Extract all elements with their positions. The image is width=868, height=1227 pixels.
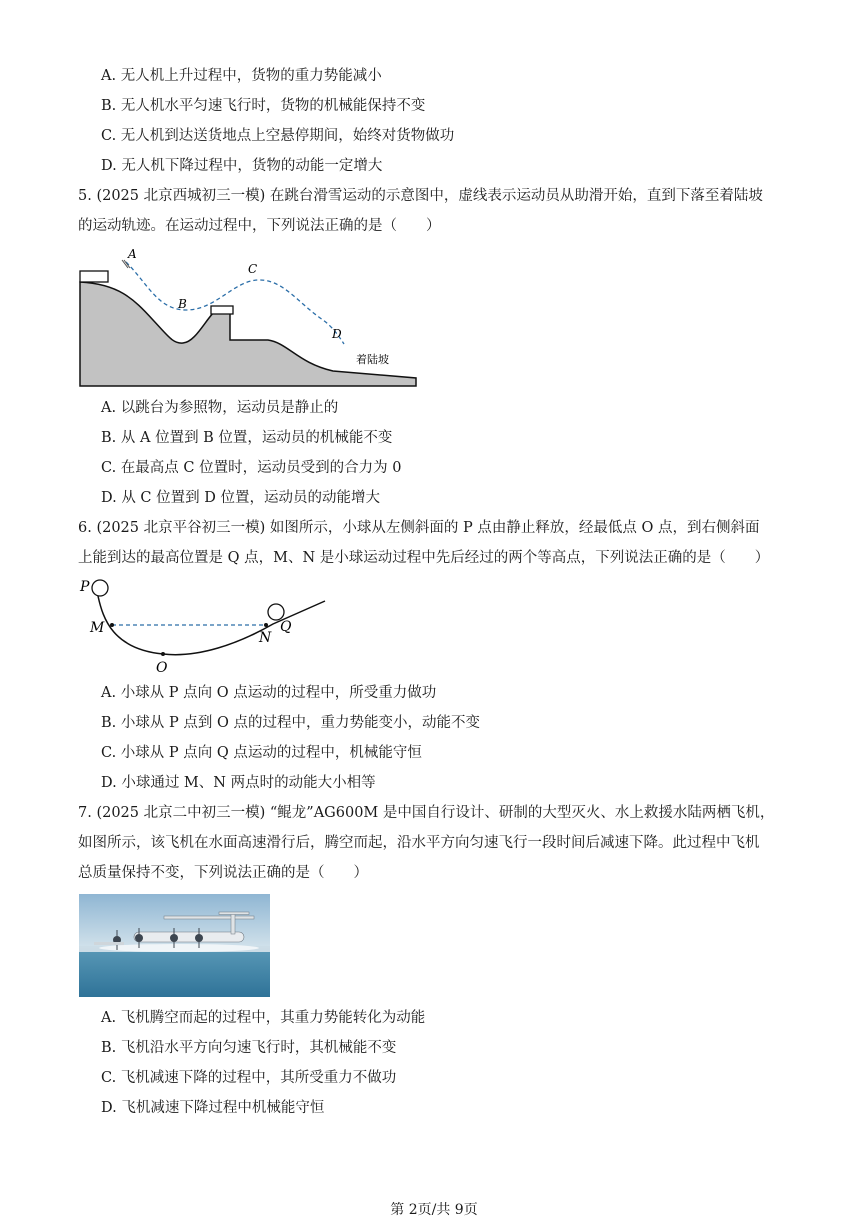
q6-stem-line-2: 上能到达的最高位置是 Q 点，M、N 是小球运动过程中先后经过的两个等高点，下列说法正确的是（ ） bbox=[78, 550, 770, 566]
q5-stem-line-1: 5. (2025 北京西城初三一模) 在跳台滑雪运动的示意图中，虚线表示运动员从助滑开始，直到下落至着陆坡 bbox=[78, 188, 763, 204]
start-platform bbox=[80, 271, 108, 282]
ski-jump-terrain bbox=[80, 282, 416, 386]
label-q: Q bbox=[280, 619, 292, 635]
q5-stem-line-2: 的运动轨迹。在运动过程中，下列说法正确的是（ ） bbox=[78, 218, 441, 234]
seaplane-photo bbox=[79, 894, 270, 997]
label-a: A bbox=[128, 248, 137, 261]
ski-jump-figure bbox=[78, 248, 420, 390]
q5-option-d: D. 从 C 位置到 D 位置，运动员的动能增大 bbox=[101, 490, 380, 506]
label-p: P bbox=[80, 579, 90, 595]
page-number: 第 2页/共 9页 bbox=[390, 1202, 478, 1218]
q7-stem-line-2: 如图所示，该飞机在水面高速滑行后，腾空而起，沿水平方向匀速飞行一段时间后减速下降。此过程中飞机 bbox=[78, 835, 760, 851]
ball-at-p bbox=[92, 580, 108, 596]
q7-stem-line-1: 7. (2025 北京二中初三一模) “鲲龙”AG600M 是中国自行设计、研制的大型灭火、水上救援水陆两栖飞机， bbox=[78, 805, 775, 821]
q5-option-c: C. 在最高点 C 位置时，运动员受到的合力为 0 bbox=[101, 460, 402, 476]
label-b: B bbox=[178, 297, 187, 311]
label-m: M bbox=[90, 620, 105, 636]
label-d: D bbox=[332, 327, 342, 341]
label-c: C bbox=[248, 262, 258, 276]
ball-track-figure bbox=[78, 574, 333, 676]
q5-option-a: A. 以跳台为参照物，运动员是静止的 bbox=[101, 400, 339, 416]
q6-option-b: B. 小球从 P 点到 O 点的过程中，重力势能变小，动能不变 bbox=[101, 715, 480, 731]
q4-option-a: A. 无人机上升过程中，货物的重力势能减小 bbox=[101, 68, 382, 84]
q4-option-c: C. 无人机到达送货地点上空悬停期间，始终对货物做功 bbox=[101, 128, 455, 144]
q6-option-d: D. 小球通过 M、N 两点时的动能大小相等 bbox=[101, 775, 376, 791]
q6-stem-line-1: 6. (2025 北京平谷初三一模) 如图所示，小球从左侧斜面的 P 点由静止释放，经最低点 O 点，到右侧斜面 bbox=[78, 520, 760, 536]
ball-at-q bbox=[268, 604, 284, 620]
q4-option-b: B. 无人机水平匀速飞行时，货物的机械能保持不变 bbox=[101, 98, 426, 114]
label-o: O bbox=[156, 660, 168, 676]
landing-slope-label: 着陆坡 bbox=[356, 353, 389, 366]
q7-option-a: A. 飞机腾空而起的过程中，其重力势能转化为动能 bbox=[101, 1010, 426, 1026]
q4-option-d: D. 无人机下降过程中，货物的动能一定增大 bbox=[101, 158, 383, 174]
q6-option-a: A. 小球从 P 点向 O 点运动的过程中，所受重力做功 bbox=[101, 685, 437, 701]
q6-option-c: C. 小球从 P 点向 Q 点运动的过程中，机械能守恒 bbox=[101, 745, 422, 761]
q7-stem-line-3: 总质量保持不变，下列说法正确的是（ ） bbox=[78, 865, 368, 881]
point-n bbox=[264, 623, 268, 627]
q7-option-d: D. 飞机减速下降过程中机械能守恒 bbox=[101, 1100, 325, 1116]
point-m bbox=[110, 623, 114, 627]
label-n: N bbox=[259, 630, 272, 646]
q7-option-b: B. 飞机沿水平方向匀速飞行时，其机械能不变 bbox=[101, 1040, 397, 1056]
q5-option-b: B. 从 A 位置到 B 位置，运动员的机械能不变 bbox=[101, 430, 393, 446]
q7-option-c: C. 飞机减速下降的过程中，其所受重力不做功 bbox=[101, 1070, 397, 1086]
point-o bbox=[161, 652, 165, 656]
jump-platform bbox=[211, 306, 233, 314]
